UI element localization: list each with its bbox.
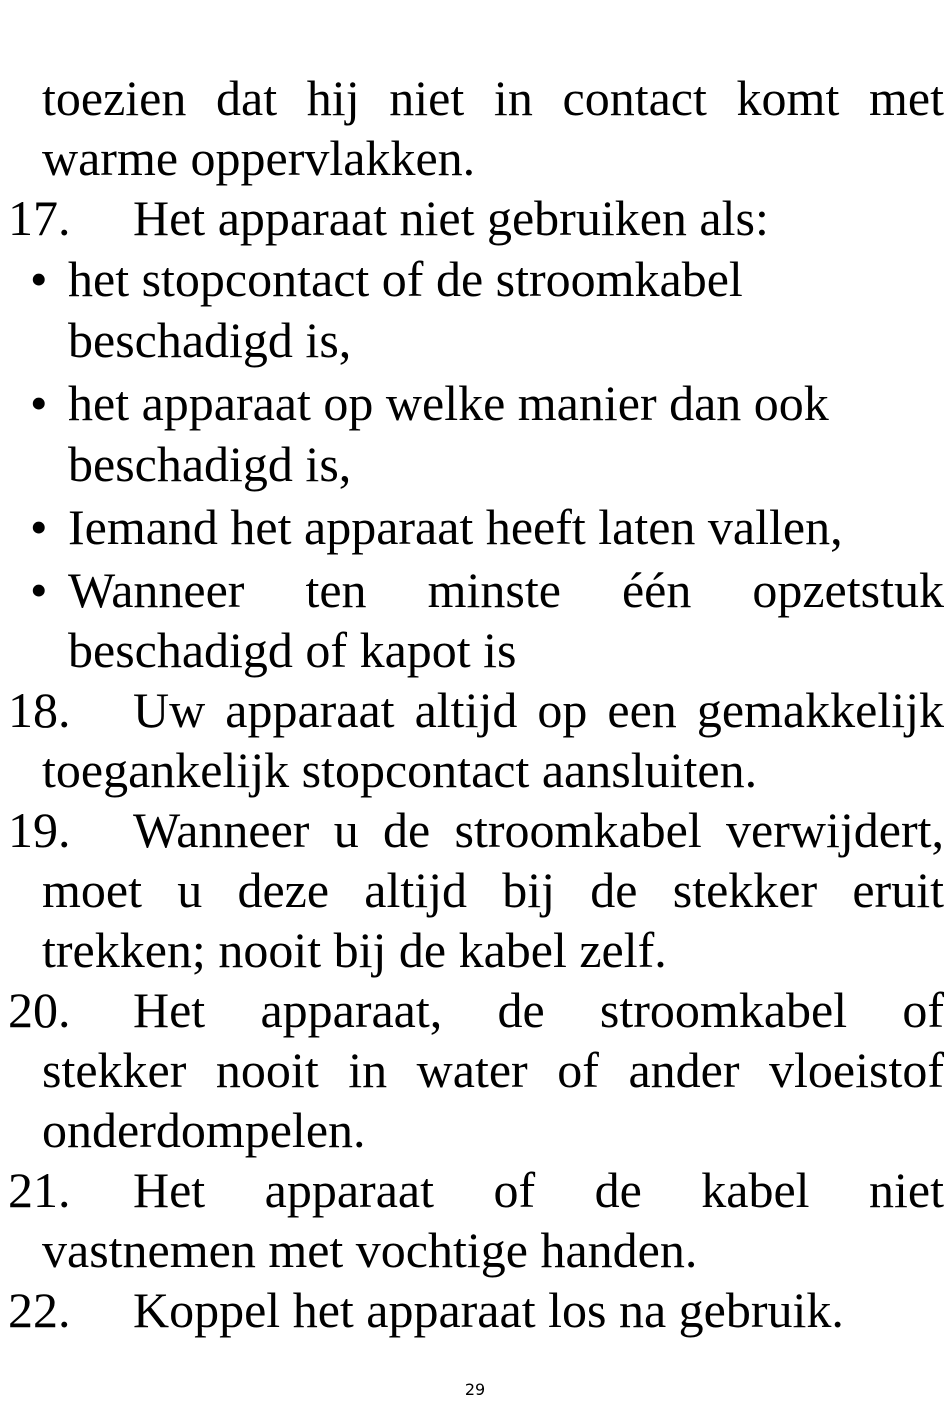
item-21-line-2: vastnemen met vochtige handen. [42,1222,698,1278]
bullet-2-line-2: beschadigd is, [68,436,352,492]
item-20-line-3: onderdompelen. [42,1102,366,1158]
item-21-line-1: Het apparaat of de kabel niet [133,1162,944,1218]
item-20-line-1: Het apparaat, de stroomkabel of [133,982,944,1038]
bullet-4-line-1: Wanneer ten minste één opzetstuk [68,562,944,618]
bullet-1-line-1: het stopcontact of de stroomkabel [68,251,743,307]
bullet-icon: • [30,251,48,307]
item-19-line-3: trekken; nooit bij de kabel zelf. [42,922,667,978]
item-19-line-2: moet u deze altijd bij de stekker eruit [42,862,944,918]
bullet-1-line-2: beschadigd is, [68,312,352,368]
item-17-text: Het apparaat niet gebruiken als: [133,190,769,246]
bullet-icon: • [30,375,48,431]
bullet-2-line-1: het apparaat op welke manier dan ook [68,375,829,431]
item-number-21: 21. [8,1162,71,1218]
item-number-19: 19. [8,802,71,858]
item-19-line-1: Wanneer u de stroomkabel verwijdert, [133,802,944,858]
intro-line-2: warme oppervlakken. [42,130,476,186]
page-number: 29 [464,1380,486,1399]
item-20-line-2: stekker nooit in water of ander vloeistof [42,1042,944,1098]
intro-line-1: toezien dat hij niet in contact komt met [42,70,944,126]
item-22-line-1: Koppel het apparaat los na gebruik. [133,1282,844,1338]
item-number-17: 17. [8,190,71,246]
item-18-line-1: Uw apparaat altijd op een gemakkelijk [133,682,944,738]
bullet-icon: • [30,499,48,555]
bullet-3-line-1: Iemand het apparaat heeft laten vallen, [68,499,843,555]
item-number-20: 20. [8,982,71,1038]
item-number-22: 22. [8,1282,71,1338]
item-number-18: 18. [8,682,71,738]
item-18-line-2: toegankelijk stopcontact aansluiten. [42,742,758,798]
bullet-icon: • [30,562,48,618]
bullet-4-line-2: beschadigd of kapot is [68,622,517,678]
